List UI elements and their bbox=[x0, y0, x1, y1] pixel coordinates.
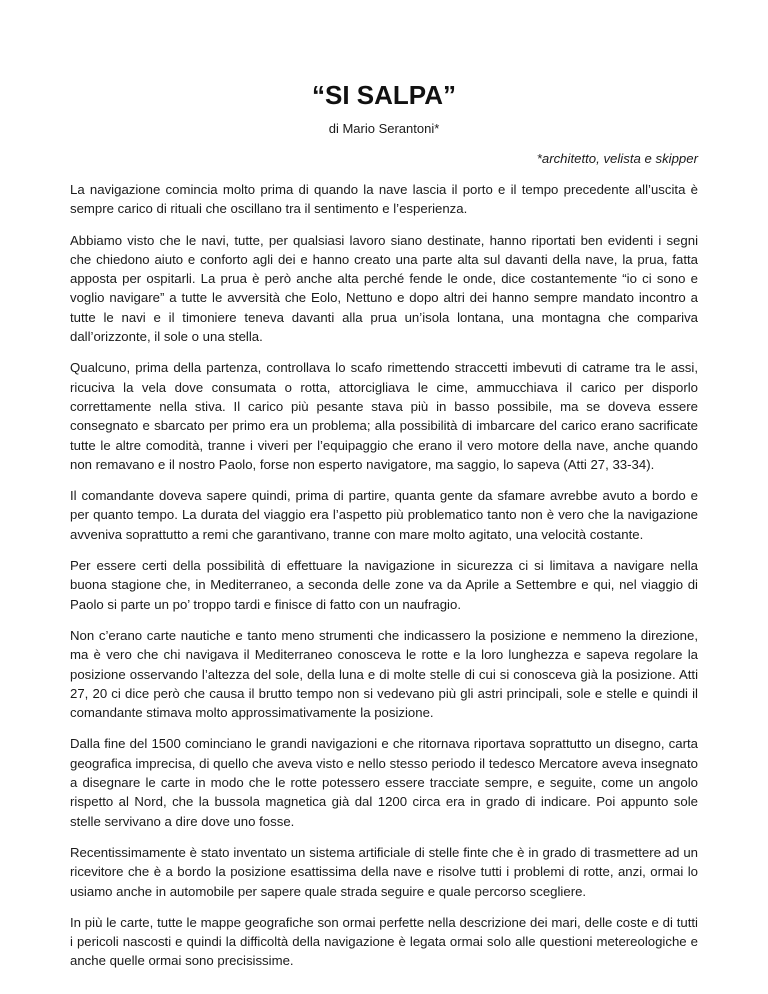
document-body bbox=[70, 180, 698, 983]
paragraph: Il comandante doveva sapere quindi, prima di partire, quanta gente da sfamare avrebbe avuto a bordo e per quanto tempo. La durata del viaggio era l’aspetto più problematico tanto non è vero che la navigazione avveniva soprattutto a remi che garantivano, tranne con mare molto agitato, una velocità costante. bbox=[70, 488, 698, 542]
paragraph: In più le carte, tutte le mappe geografiche son ormai perfette nella descrizione dei mari, delle coste e di tutti i pericoli nascosti e quindi la difficoltà della navigazione è legata ormai solo alle questioni metereologiche e anche quelle ormai sono precisissime. bbox=[70, 914, 698, 969]
paragraph: Dalla fine del 1500 cominciano le grandi navigazioni e che ritornava riportava soprattutto un disegno, carta geografica imprecisa, di quello che aveva visto e nello stesso periodo il tedesco Mercatore aveva insegnato a disegnare le carte in modo che le rotte potessero essere tracciate sempre, e seguite, come un angolo rispetto al Nord, che la bussola magnetica già dal 1200 circa era in grado di indicare. Poi appunto sole stelle servivano a dire dove uno fosse. bbox=[70, 736, 698, 829]
paragraph: Abbiamo visto che le navi, tutte, per qualsiasi lavoro siano destinate, hanno riportati ben evidenti i segni che chiedono aiuto e conforto agli dei e hanno creato una parte alta sul davanti della nave, la prua, fatta apposta per ospitarli. La prua è però anche alta perché fende le onde, dice costantemente “io ci sono e voglio navigare” a tutte le avversità che Eolo, Nettuno e dopo altri dei hanno sempre mandato incontro a tutte le navi e il timoniere teneva davanti alla prua un’isola lontana, una montagna che compariva dall’orizzonte, il sole o una stella. bbox=[70, 232, 698, 345]
paragraph: Recentissimamente è stato inventato un sistema artificiale di stelle finte che è in grado di trasmettere ad un ricevitore che è a bordo la posizione esattissima della nave e risolve tutti i problemi di rotte, anzi, ormai lo usiamo anche in automobile per sapere quale strada seguire e quale percorso scegliere. bbox=[70, 844, 698, 899]
paragraph: La navigazione comincia molto prima di quando la nave lascia il porto e il tempo precedente all’uscita è sempre carico di rituali che oscillano tra il sentimento e l’esperienza. bbox=[70, 182, 698, 217]
author-affiliation: *architetto, velista e skipper bbox=[536, 151, 698, 166]
document-title: “SI SALPA” bbox=[312, 80, 456, 110]
paragraph: Non c’erano carte nautiche e tanto meno strumenti che indicassero la posizione e nemmeno la direzione, ma è vero che chi navigava il Mediterraneo conosceva le rotte e la loro lunghezza e sapeva regolare la posizione osservando l’altezza del sole, della luna e di molte stelle di cui si conosceva già la posizione. Atti 27, 20 ci dice però che causa il brutto tempo non si vedevano più gli astri principali, sole e stelle e quindi il comandante stimava molto approssimativamente la posizione. bbox=[70, 627, 698, 721]
paragraph: Per essere certi della possibilità di effettuare la navigazione in sicurezza ci si limitava a navigare nella buona stagione che, in Mediterraneo, a seconda delle zone va da Aprile a Settembre e qui, nel viaggio di Paolo si parte un po’ troppo tardi e finisce di fatto con un naufragio. bbox=[70, 558, 698, 612]
paragraph: Qualcuno, prima della partenza, controllava lo scafo rimettendo straccetti imbevuti di catrame tra le assi, ricuciva la vela dove consumata o rotta, attorcigliava le cime, ammucchiava il carico per disporlo correttamente nella stiva. Il carico più pesante stava più in basso possibile, ma se doveva essere consegnato e sbarcato per primo era un problema; alla possibilità di imbarcare del carico erano sacrificate tutte le altre comodità, tranne i viveri per l’equipaggio che erano il vero motore della nave, anche quando non remavano e il nostro Paolo, forse non esperto navigatore, ma saggio, lo sapeva (Atti 27, 33-34). bbox=[70, 360, 698, 472]
author-byline: di Mario Serantoni* bbox=[328, 121, 440, 136]
